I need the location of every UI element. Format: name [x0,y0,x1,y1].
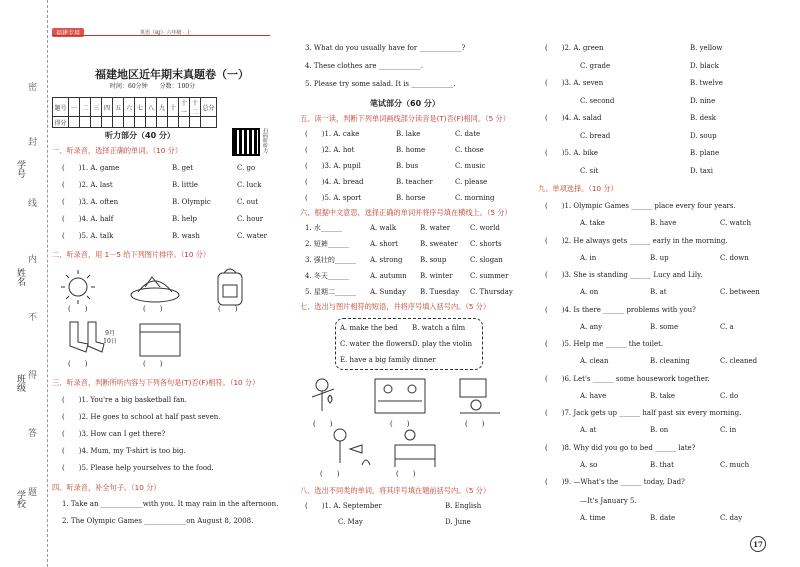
seal-char: 内 [28,255,38,265]
phrase: A. make the bed [340,324,398,332]
score-header-cell: 十一 [179,98,190,117]
header-subtitle: 英语（RJ）· 六年级 · 上 [140,30,192,36]
mc-option: B. have [650,219,677,227]
odd-one-option: B. twelve [690,79,723,87]
odd-one-option: D. black [690,61,719,70]
choice-option: C. go [237,164,256,172]
section-9-title: 九、单项选择。（10 分） [538,184,618,193]
vocab-option: B. winter [420,272,453,280]
section-7-title: 七、选出与图片相符的短语，并将序号填入括号内。（5 分） [300,302,491,311]
odd-one-item: ( )5. A. bike [545,149,598,157]
vocab-option: C. summer [470,272,509,280]
score-cell[interactable] [124,117,135,128]
score-header-cell: 八 [146,98,157,117]
phonics-item: ( )4. A. bread [305,178,364,186]
vocab-option: B. water [420,224,451,232]
mc-question: ( )8. Why did you go to bed ______ late? [545,443,696,452]
odd-one-option: D. soup [690,131,717,140]
phonics-item: ( )2. A. hot [305,146,355,154]
vocab-option: A. walk [370,224,397,232]
mc-question: ( )1. Olympic Games ______ place every four years. [545,202,736,210]
odd-one-option: C. grade [580,61,611,70]
score-cell[interactable] [190,117,201,128]
odd-one-item: ( )3. A. seven [545,79,604,87]
judge-item: ( )2. He goes to school at half past seven. [62,413,221,421]
choice-item: ( )2. A. last [62,181,113,189]
mc-option: C. between [720,288,760,296]
mc-option: C. much [720,460,750,469]
name-label: 姓名 [15,268,25,286]
calendar-icon [140,324,180,356]
seal-char: 不 [28,313,38,323]
seal-char: 密 [28,83,38,93]
score-header-cell: 总分 [201,98,217,117]
vocab-item: 3. 强壮的______ [305,256,356,264]
header-tag: 福建专用 [52,28,84,37]
mc-question: ( )2. He always gets ______ early in the morning. [545,236,728,245]
score-header-cell: 四 [102,98,113,117]
mc-option: C. cleaned [720,357,758,365]
odd-one-option: B. yellow [690,44,723,52]
odd-one-option: D. June [445,518,471,526]
mc-option: B. at [650,288,667,296]
fill-sentence: 2. The Olympic Games ____________on August 8, 2008. [62,517,254,525]
mc-option: C. day [720,514,743,522]
answer-blank[interactable]: ( ) [68,305,88,313]
vocab-option: A. short [370,240,398,248]
vocab-option: C. shorts [470,240,502,248]
writing-title: 笔试部分（60 分） [370,99,440,108]
answer-blank[interactable]: ( ) [68,360,88,368]
watering-flowers-picture [334,429,370,465]
choice-item: ( )3. A. often [62,198,119,206]
judge-item: ( )3. How can I get there? [62,430,166,438]
section-1-title: 一、听录音，选择正确的单词。（10 分） [52,146,183,155]
score-cell[interactable] [168,117,179,128]
phonics-option: B. lake [396,130,421,138]
vocab-option: A. strong [370,256,403,264]
section-7-pictures [300,375,530,480]
section-6-title: 六、根据中文意思，选择正确的单词并将序号填在横线上。（5 分） [300,208,512,217]
score-header-cell: 七 [135,98,146,117]
listening-title: 听力部分（40 分） [105,131,175,140]
choice-option: B. little [172,181,199,189]
qr-code-icon[interactable] [232,128,260,156]
school-label: 学校 [15,490,25,508]
food-plate-icon [131,277,179,302]
mc-option: C. a [720,322,734,331]
score-cell[interactable] [102,117,113,128]
phonics-option: B. horse [396,194,426,202]
fill-sentence: 1. Take an ____________with you. It may rain in the afternoon. [62,500,279,508]
answer-blank[interactable]: ( ) [143,360,163,368]
answer-blank[interactable]: ( ) [396,470,416,478]
vocab-item: 4. 冬天______ [305,272,349,280]
answer-blank[interactable]: ( ) [143,305,163,313]
score-cell[interactable] [179,117,190,128]
judge-item: ( )5. Please help yourselves to the food. [62,464,214,472]
mc-option: C. do [720,391,739,400]
fill-sentence: 4. These clothes are ____________. [305,62,423,70]
vocab-item: 1. 水______ [305,224,342,232]
choice-option: C. water [237,232,268,240]
mc-option: B. take [650,391,675,400]
section-5-title: 五、读一读，判断下列单词画线部分读音是(T)否(F)相同。（5 分） [300,114,510,123]
mc-question: ( )5. Help me ______ the toilet. [545,340,664,348]
sun-icon [61,270,95,304]
page-number: 17 [750,536,766,552]
mc-option: A. time [580,514,606,522]
phrase: C. water the flowers [340,340,412,348]
score-cell[interactable] [69,117,80,128]
score-header-cell: 五 [113,98,124,117]
score-header-cell: 二 [80,98,91,117]
vocab-option: B. soup [420,256,447,264]
make-bed-picture [395,430,435,467]
class-label: 班级 [15,374,25,392]
backpack-icon [218,269,242,305]
mc-option: B. date [650,514,676,522]
answer-blank[interactable]: ( ) [390,420,410,428]
score-table [52,97,217,128]
vocab-option: B. Tuesday [420,288,460,296]
score-header-cell: 一 [69,98,80,117]
seal-char: 得 [28,371,38,381]
phonics-option: B. bus [396,162,419,170]
vocab-item: 5. 星期二______ [305,288,356,296]
score-header-cell: 十二 [190,98,201,117]
mc-question: ( )4. Is there ______ problems with you? [545,305,696,314]
phonics-option: B. teacher [396,178,433,186]
family-dinner-picture [375,379,425,413]
score-row-label: 得分 [53,117,69,128]
odd-one-option: B. desk [690,114,717,122]
phrase: B. watch a film [412,324,466,332]
judge-item: ( )4. Mum, my T-shirt is too big. [62,447,186,455]
mc-question: ( )3. She is standing ______ Lucy and Lily. [545,271,703,279]
score-cell[interactable] [146,117,157,128]
section-4-title: 四、听录音，补全句子。（10 分） [52,483,161,492]
mc-option: B. up [650,253,669,262]
odd-one-option: C. second [580,96,615,105]
mc-option: C. watch [720,219,751,227]
vocab-option: B. sweater [420,240,458,248]
q9-reply: —It's January 5. [580,497,637,505]
choice-option: B. wash [172,232,200,240]
odd-one-option: B. English [445,502,482,510]
judge-item: ( )1. You're a big basketball fan. [62,396,187,404]
phonics-item: ( )1. A. cake [305,130,360,138]
vocab-option: C. slogan [470,256,503,264]
score-cell[interactable] [135,117,146,128]
odd-one-option: D. nine [690,96,716,105]
score-cell[interactable] [80,117,91,128]
score-cell[interactable] [201,117,217,128]
student-id-label: 学号 [15,160,25,178]
mc-option: B. on [650,426,669,434]
score-header-cell: 三 [91,98,102,117]
choice-option: B. get [172,164,194,172]
odd-one-item: ( )1. A. September [305,502,382,510]
mc-question: ( )7. Jack gets up ______ half past six every morning. [545,409,742,417]
mc-option: A. take [580,219,605,227]
seal-char: 答 [28,429,38,439]
score-cell[interactable] [91,117,102,128]
choice-option: B. Olympic [172,198,211,206]
section-8-title: 八、选出不同类的单词，将其序号填在题前括号内。（5 分） [300,486,491,495]
mc-option: A. any [580,322,603,331]
vocab-option: C. Thursday [470,288,513,296]
phonics-option: C. please [455,178,488,186]
odd-one-item: ( )2. A. green [545,44,604,52]
score-cell[interactable] [113,117,124,128]
seal-char: 线 [28,199,38,209]
score-cell[interactable] [157,117,168,128]
mc-option: A. in [580,253,597,262]
vocab-option: A. autumn [370,272,407,280]
score-header-cell: 九 [157,98,168,117]
phonics-option: C. morning [455,194,495,202]
mc-option: C. in [720,426,737,434]
choice-option: B. help [172,215,197,223]
phonics-option: C. music [455,162,486,170]
mc-question: ( )9. —What's the ______ today, Dad? [545,478,685,486]
page-title: 福建地区近年期末真题卷（一） [95,68,249,81]
mc-option: B. that [650,460,674,469]
section-3-title: 三、听录音，判断所听内容与下列各句是(T)否(F)相符。（10 分） [52,378,260,387]
watch-film-picture [460,379,500,413]
mc-option: A. at [580,426,597,434]
section-2-pictures [60,265,270,320]
mc-option: C. down [720,253,749,262]
score-header-cell: 六 [124,98,135,117]
mc-option: A. clean [580,357,609,365]
phonics-option: C. those [455,146,484,154]
header-rule [52,35,270,36]
mc-option: A. on [580,288,599,296]
section-2-title: 二、听录音，用 1－5 给下列图片排序。（10 分） [52,250,211,259]
qr-label: 扫码听听力 [262,128,268,153]
phonics-item: ( )5. A. sport [305,194,362,202]
mc-question: ( )6. Let's ______ some housework together. [545,374,710,383]
exam-meta: 时间：60分钟 分数：100分 [110,83,196,90]
score-header-cell: 十 [168,98,179,117]
phonics-option: C. date [455,130,481,138]
phrase: D. play the violin [412,340,472,348]
vocab-item: 2. 短裤______ [305,240,349,248]
fill-sentence: 3. What do you usually have for ____________? [305,44,466,52]
odd-one-option: C. sit [580,166,599,175]
mc-option: A. so [580,460,598,469]
answer-blank[interactable]: ( ) [320,470,340,478]
choice-option: C. out [237,198,259,206]
choice-option: C. luck [237,181,262,189]
odd-one-option: C. bread [580,131,611,140]
answer-blank[interactable]: ( ) [465,420,485,428]
seal-char: 题 [28,488,38,498]
vocab-option: C. world [470,224,500,232]
mc-option: B. cleaning [650,357,690,365]
odd-one-option: D. taxi [690,166,713,175]
answer-blank[interactable]: ( ) [218,305,238,313]
vocab-option: A. Sunday [370,288,406,296]
mc-option: B. some [650,322,679,331]
odd-one-item: ( )4. A. salad [545,114,602,122]
answer-blank[interactable]: ( ) [313,420,333,428]
calendar-date: 9月 10日 [103,330,117,345]
binding-margin [0,0,48,567]
choice-item: ( )4. A. half [62,215,114,223]
phonics-option: B. home [396,146,426,154]
phrase: E. have a big family dinner [340,356,436,364]
choice-item: ( )1. A. game [62,164,120,172]
choice-option: C. hour [237,215,264,223]
score-header-cell: 题号 [53,98,69,117]
odd-one-option: B. plane [690,149,720,157]
odd-one-option: C. May [338,518,363,526]
violin-player-picture [312,379,334,411]
phonics-item: ( )3. A. pupil [305,162,361,170]
mc-option: A. have [580,391,607,400]
choice-item: ( )5. A. talk [62,232,114,240]
fill-sentence: 5. Please try some salad. It is ____________. [305,80,456,88]
seal-char: 封 [28,138,38,148]
